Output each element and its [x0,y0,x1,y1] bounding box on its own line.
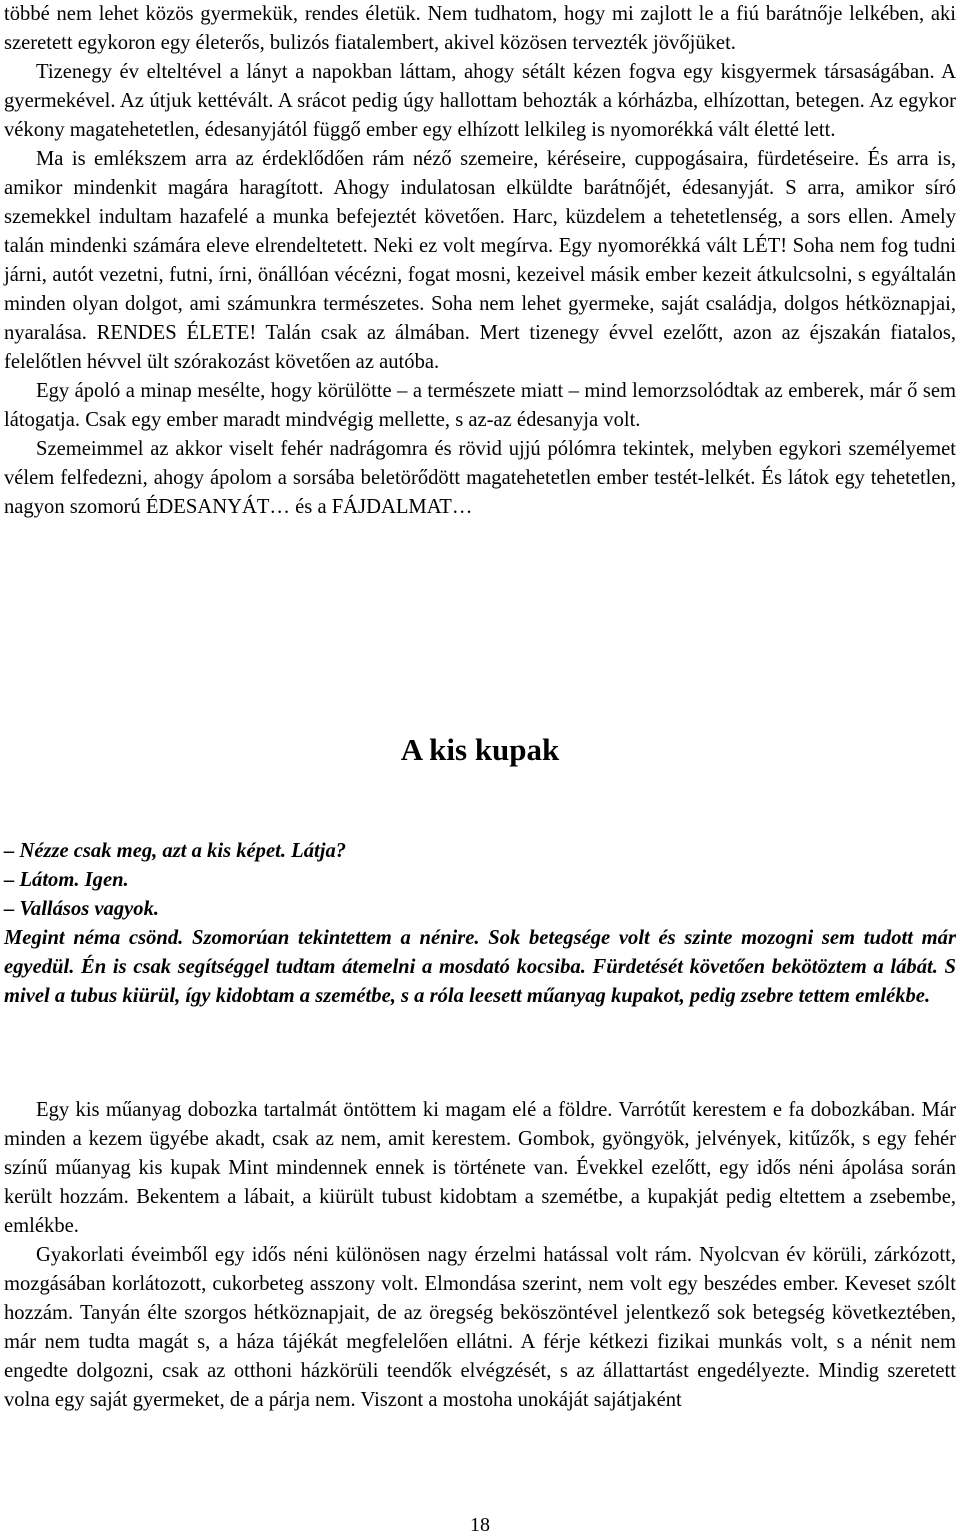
paragraph: Tizenegy év elteltével a lányt a napokban láttam, ahogy sétált kézen fogva egy kisgyermek társaságában. A gyermekével. Az útjuk kettévált. A srácot pedig úgy hallottam behozták a kórházba, elhízottan, betegen. Az egykor vékony magatehetetlen, édesanyjától függő ember egy elhízott lelkileg is nyomorékká vált életté lett. [4,61,956,141]
story-section [4,1096,956,1415]
page-number: 18 [470,1514,490,1536]
chapter-title: A kis kupak [400,732,560,767]
paragraph: Szemeimmel az akkor viselt fehér nadrágomra és rövid ujjú pólómra tekintek, melyben egykori személyemet vélem felfedezni, ahogy ápolom a sorsába beletörődött magatehetetlen ember testét-lelkét. És látok egy tehetetlen, nagyon szomorú ÉDESANYÁT… és a FÁJDALMAT… [4,438,956,518]
paragraph: többé nem lehet közös gyermekük, rendes életük. Nem tudhatom, hogy mi zajlott le a fiú barátnője lelkében, aki szeretett egykoron egy életerős, bulizós fiatalembert, akivel közösen tervezték jövőjüket. [4,3,956,54]
dialogue-paragraph: Megint néma csönd. Szomorúan tekintettem a nénire. Sok betegsége volt és szinte mozogni sem tudott már egyedül. Én is csak segítséggel tudtam átemelni a mosdató kocsiba. Fürdetését követően bekötöztem a lábát. S mivel a tubus kiürül, így kidobtam a szemétbe, s a róla leesett műanyag kupakot, pedig zsebre tettem emlékbe. [4,927,956,1007]
dialogue-line: – Nézze csak meg, azt a kis képet. Látja? [4,840,347,862]
paragraph: Egy kis műanyag dobozka tartalmát öntöttem ki magam elé a földre. Varrótűt kerestem e fa dobozkában. Már minden a kezem ügyébe akadt, csak az nem, amit kerestem. Gombok, gyöngyök, jelvények, kitűzők, s egy fehér színű műanyag kis kupak Mint mindennek ennek is története van. Évekkel ezelőtt, egy idős néni ápolása során került hozzám. Bekentem a lábait, a kiürült tubust kidobtam a szemétbe, a kupakját pedig eltettem a zsebembe, emlékbe. [4,1099,956,1237]
chapter-heading [0,724,960,776]
dialogue-line: – Vallásos vagyok. [4,898,160,920]
top-text-section [4,0,956,522]
paragraph: Gyakorlati éveimből egy idős néni különösen nagy érzelmi hatással volt rám. Nyolcvan év körüli, zárkózott, mozgásában korlátozott, cukorbeteg asszony volt. Elmondása szerint, nem volt egy beszédes ember. Keveset szólt hozzám. Tanyán élte szorgos hétköznapjait, de az öregség beköszöntével jelentkező sok betegség következtében, már nem tudta magát s, a háza tájékát megfelelően ellátni. A férje kétkezi fizikai munkás volt, s a nénit nem engedte dolgozni, csak az otthoni házkörüli teendők elvégzését, s az állattartást engedélyezte. Mindig szeretett volna egy saját gyermeket, de a párja nem. Viszont a mostoha unokáját sajátjaként [4,1244,956,1411]
dialogue-section [4,837,956,1011]
paragraph: Egy ápoló a minap mesélte, hogy körülötte – a természete miatt – mind lemorzsolódtak az emberek, már ő sem látogatja. Csak egy ember maradt mindvégig mellette, s az-az édesanyja volt. [4,380,956,431]
dialogue-line: – Látom. Igen. [4,869,129,891]
paragraph: Ma is emlékszem arra az érdeklődően rám néző szemeire, kéréseire, cuppogásaira, fürdetéseire. És arra is, amikor mindenkit magára haragított. Ahogy indulatosan elküldte barátnőjét, édesanyját. S arra, amikor síró szemekkel indultam hazafelé a munka befejeztét követően. Harc, küzdelem a tehetetlenség, a sors ellen. Amely talán mindenki számára eleve elrendeltetett. Neki ez volt megírva. Egy nyomorékká vált LÉT! Soha nem fog tudni járni, autót vezetni, futni, írni, önállóan vécézni, fogat mosni, kezeivel másik ember kezeit átkulcsolni, s egyáltalán minden olyan dolgot, ami számunkra természetes. Soha nem lehet gyermeke, saját családja, dolgos hétköznapjai, nyaralása. RENDES ÉLETE! Talán csak az álmában. Mert tizenegy évvel ezelőtt, azon az éjszakán fiatalos, felelőtlen hévvel ült szórakozást követően az autóba. [4,148,956,373]
